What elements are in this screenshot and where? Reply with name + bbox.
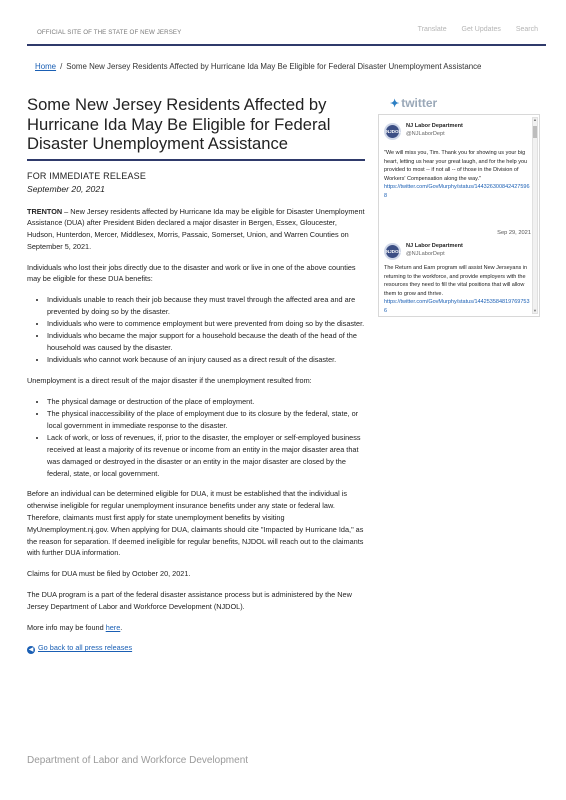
tweet-link[interactable]: https://twitter.com/GovMurphy/status/1442535848197697536 (384, 299, 530, 314)
back-arrow-icon[interactable]: ◀ (28, 647, 34, 654)
header-divider (27, 44, 546, 46)
tweet-author-handle[interactable]: @NJLaborDept (406, 131, 445, 137)
tweet-author-handle[interactable]: @NJLaborDept (406, 251, 445, 257)
tweet-text: "We will miss you, Tim. Thank you for showing us your big heart, letting us hear your great laugh, and for the help you provided to most -- if not all -- of those in the Division of Workers' Compensation along the way." https://twitter.com/GovMurphy/status/1443263008424275968 (384, 150, 530, 199)
twitter-timeline[interactable] (378, 114, 540, 317)
page-title: Some New Jersey Residents Affected by Hurricane Ida May Be Eligible for Federal Disaster Unemployment Assistance (27, 95, 365, 161)
back-paragraph (27, 642, 365, 654)
get-updates-link[interactable]: Get Updates (461, 26, 501, 33)
list-item: • The physical inaccessibility of the place of employment due to its closure by the federal, state, or local government in immediate response to the disaster. (47, 408, 365, 432)
top-links (405, 26, 538, 33)
tweet-text: The Return and Earn program will assist New Jerseyans in returning to the workforce, and provide employers with the resources they need to fill the vital positions that will allow them to grow and thrive. https://twitter.com/GovMurphy/status/1442535848197697536 (384, 265, 530, 314)
list-item: • Individuals who became the major support for a household because the death of the head of the household was caused by the disaster. (47, 330, 365, 354)
list-item: • The physical damage or destruction of the place of employment. (47, 396, 365, 408)
tweet-author-name[interactable]: NJ Labor Department (406, 243, 463, 249)
breadcrumb (35, 62, 481, 71)
timeline-scrollbar[interactable] (532, 117, 538, 314)
release-label: FOR IMMEDIATE RELEASE (27, 170, 147, 181)
translate-link[interactable]: Translate (417, 26, 447, 33)
breadcrumb-current: Some New Jersey Residents Affected by Hurricane Ida May Be Eligible for Federal Disaster Unemployment Assistance (66, 62, 482, 71)
eligibility-list (47, 294, 365, 366)
footer-department-name: Department of Labor and Workforce Development (27, 755, 249, 766)
scroll-down-icon[interactable]: ▼ (533, 308, 537, 313)
dateline: TRENTON (27, 206, 63, 216)
more-info-link[interactable]: here (105, 622, 121, 632)
more-info-paragraph: More info may be found here. (27, 622, 123, 632)
twitter-heading: ✦ twitter (390, 96, 438, 110)
list-item: • Individuals who were to commence employment but were prevented from doing so by the disaster. (47, 318, 365, 330)
avatar[interactable]: NJDOL (384, 243, 401, 260)
scroll-up-icon[interactable]: ▲ (533, 117, 537, 122)
avatar[interactable]: NJDOL (384, 123, 401, 140)
search-link[interactable]: Search (515, 26, 538, 33)
paragraph: The DUA program is a part of the federal disaster assistance process but is administered by the New Jersey Department of Labor and Workforce Development (NJDOL). (27, 589, 352, 611)
back-to-press-releases-link[interactable]: Go back to all press releases (38, 643, 133, 653)
official-site-label: OFFICIAL SITE OF THE STATE OF NEW JERSEY (37, 29, 182, 36)
top-bar (0, 0, 566, 46)
breadcrumb-home-link[interactable]: Home (35, 62, 57, 71)
lead-paragraph: TRENTON – New Jersey residents affected by Hurricane Ida may be eligible for Disaster Unemployment Assistance (DUA) after President Biden declared a major disaster in Bergen, Essex, Gloucester, Hudson, Hunterdon, Mercer, Middlesex, Morris, Passaic, Somerset, Union, and Warren Counties on September 5, 2021. (27, 206, 365, 251)
paragraph: Claims for DUA must be filed by October 20, 2021. (27, 569, 191, 579)
list-item: • Individuals who cannot work because of an injury caused as a direct result of the disaster. (47, 354, 365, 366)
list-item: • Lack of work, or loss of revenues, if, prior to the disaster, the employer or self-employed business received at least a majority of its revenue or income from an entity in the major disaster area that was damaged or destroyed in the disaster or an entity in the major disaster are closed by the federal, state, or local government. (47, 432, 365, 479)
tweet-author-name[interactable]: NJ Labor Department (406, 123, 463, 129)
twitter-bird-icon: ✦ (390, 98, 400, 110)
paragraph: Individuals who lost their jobs directly due to the disaster and work or live in one of the above counties may be eligible for these DUA benefits: (27, 262, 356, 284)
tweet-link[interactable]: https://twitter.com/GovMurphy/status/1443263008424275968 (384, 184, 530, 199)
release-date: September 20, 2021 (27, 183, 105, 194)
list-item: • Individuals unable to reach their job because they must travel through the affected area and are prevented by doing so by the disaster. (47, 294, 365, 318)
scrollbar-thumb[interactable] (533, 126, 537, 138)
paragraph: Before an individual can be determined eligible for DUA, it must be established that the individual is otherwise ineligible for regular unemployment insurance benefits under any state or federal law. Therefore, claimants must first apply for state unemployment benefits by visiting MyUnemployment.nj.gov. When applying for DUA, claimants should cite "Impacted by Hurricane Ida," as the reason for separation. If deemed ineligible for regular benefits, NJDOL will reach out to the claimants with further DUA information. (27, 489, 364, 558)
tweet-date[interactable]: Sep 29, 2021 (497, 230, 531, 236)
cause-list (47, 396, 365, 479)
breadcrumb-separator: / (60, 62, 63, 71)
article (27, 95, 365, 663)
paragraph: Unemployment is a direct result of the major disaster if the unemployment resulted from: (27, 376, 312, 386)
